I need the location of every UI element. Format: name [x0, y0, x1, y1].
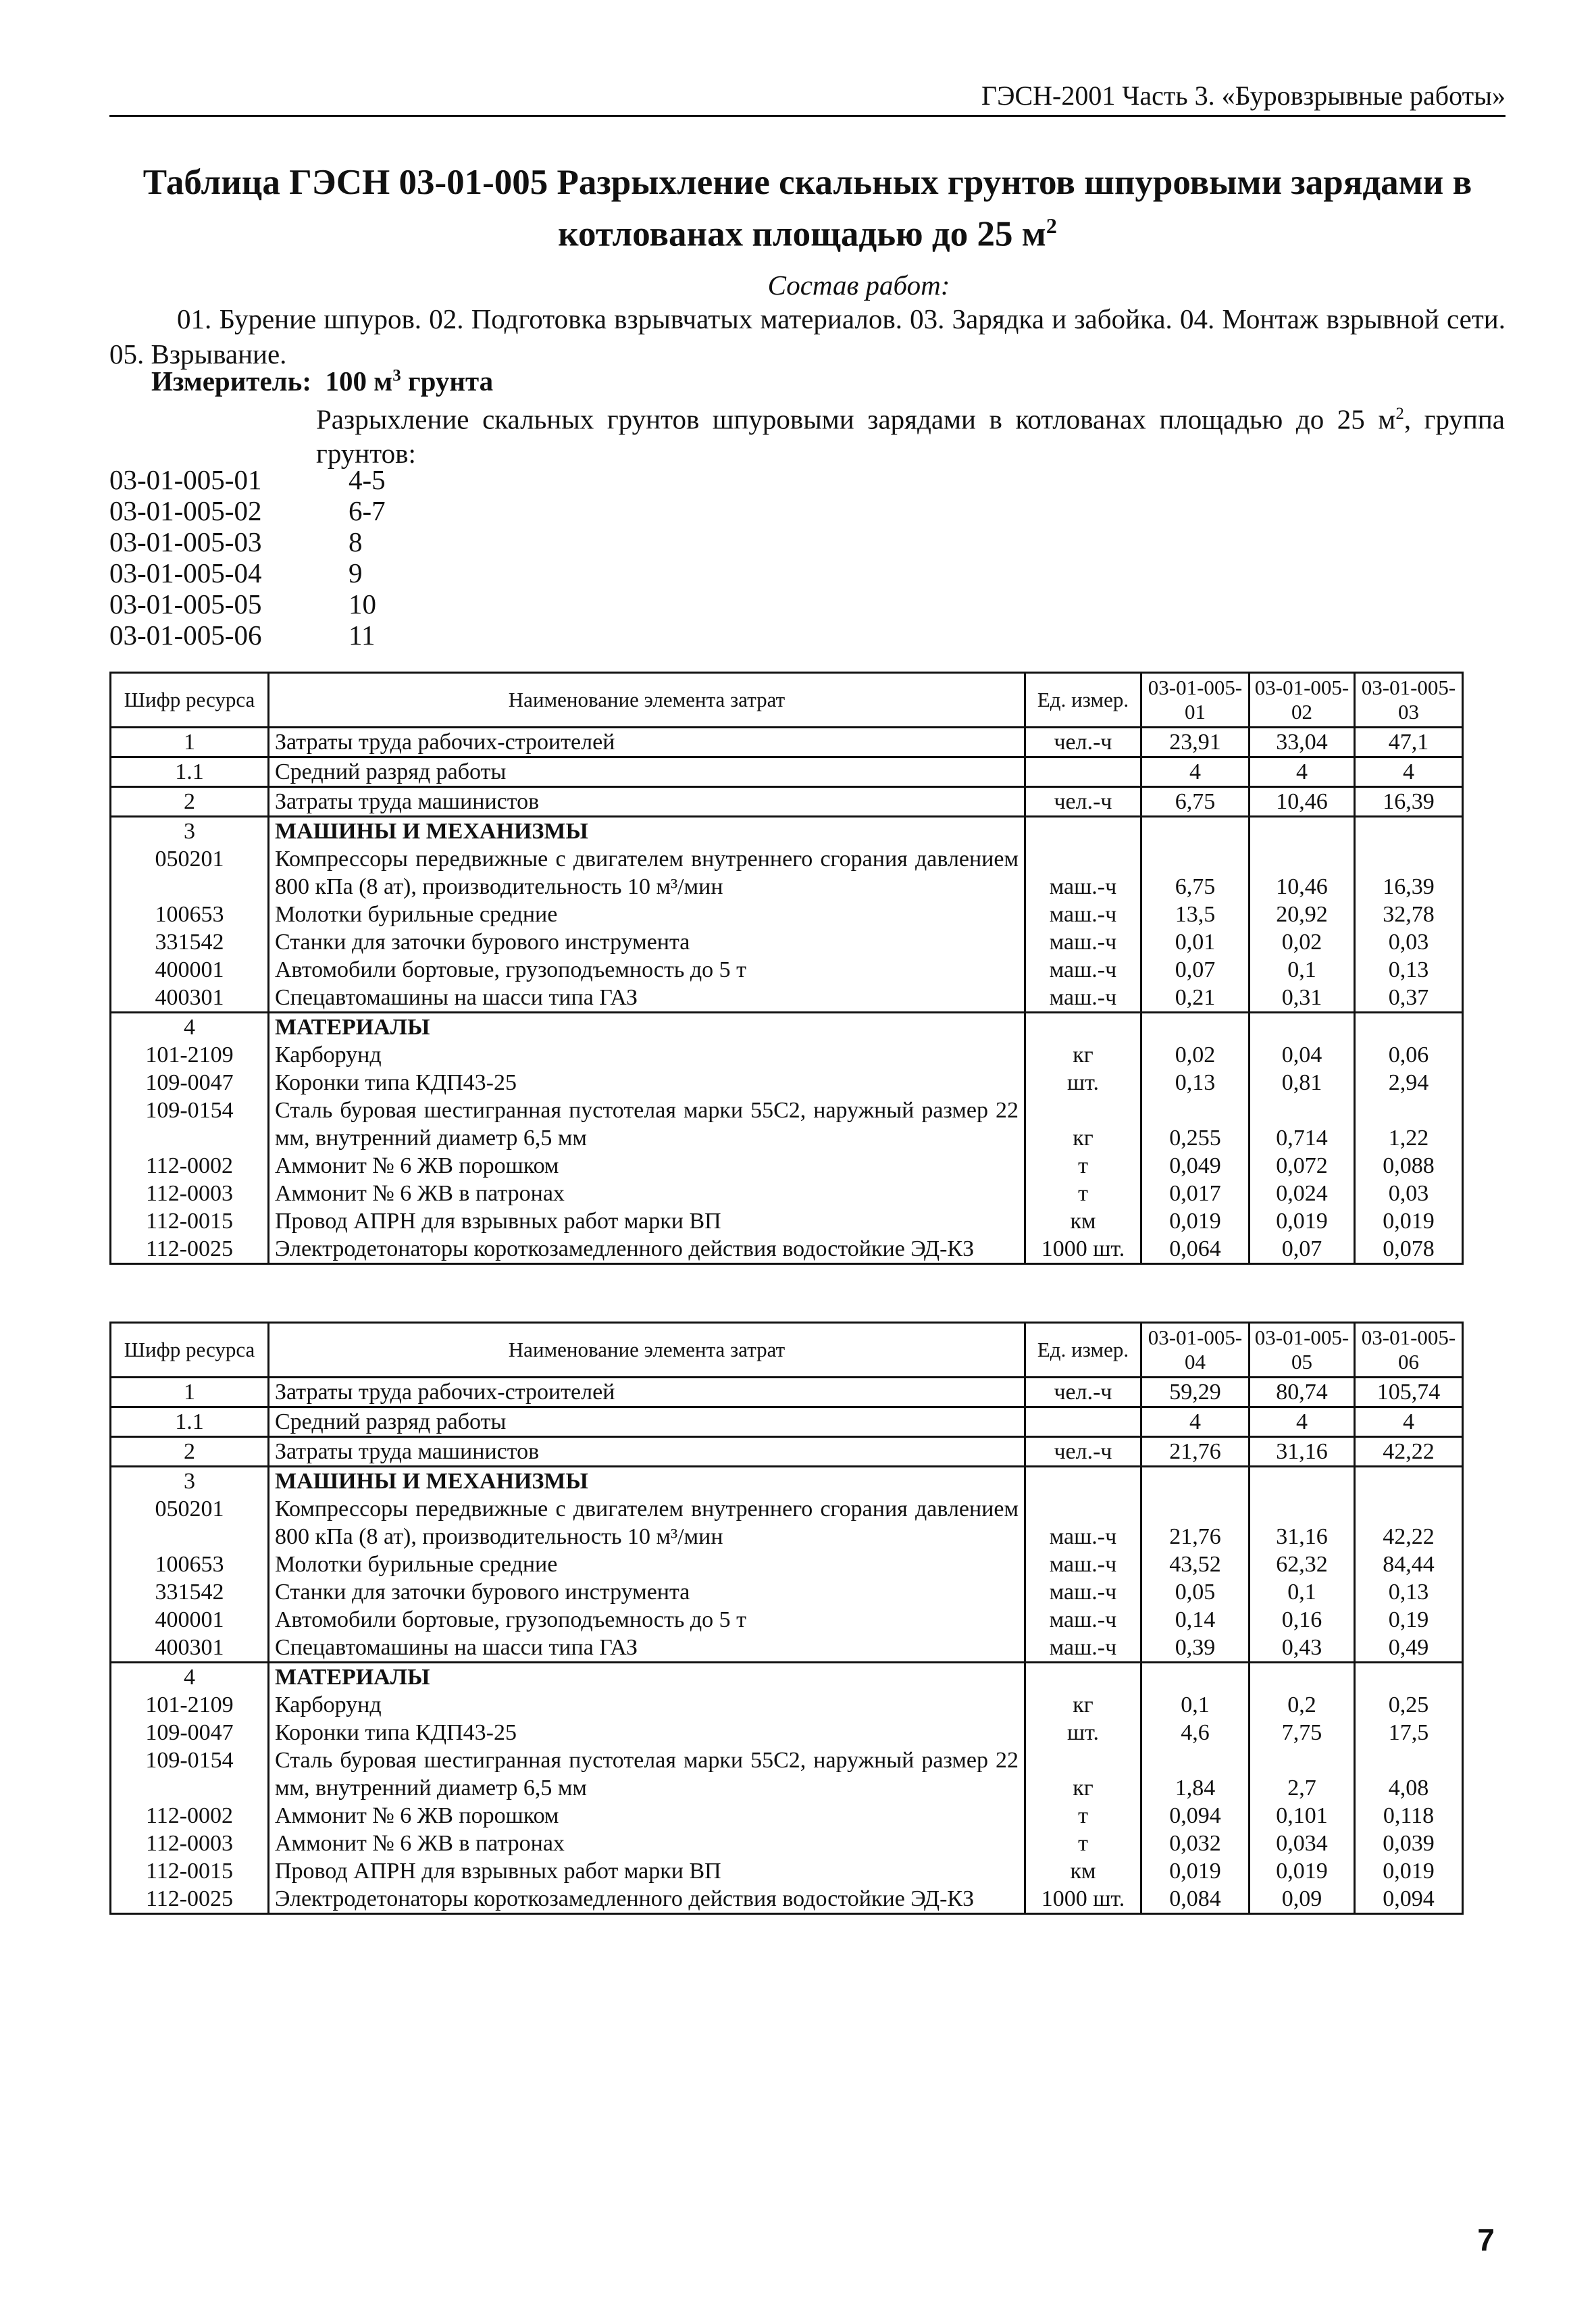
resource-name: Затраты труда рабочих-строителей: [269, 1378, 1025, 1407]
unit-cell: маш.-ч: [1025, 1495, 1141, 1551]
resource-code: 4: [111, 1013, 269, 1042]
value-cell: 0,1: [1250, 1578, 1355, 1606]
value-cell: 4,6: [1141, 1719, 1250, 1746]
value-cell: 84,44: [1355, 1551, 1463, 1578]
value-cell: 0,49: [1355, 1634, 1463, 1663]
resource-name: Спецавтомашины на шасси типа ГАЗ: [269, 984, 1025, 1013]
unit-cell: маш.-ч: [1025, 984, 1141, 1013]
value-cell: 4: [1141, 757, 1250, 787]
unit-cell: [1025, 757, 1141, 787]
resource-table-1: [109, 672, 1464, 1265]
running-header: ГЭСН-2001 Часть 3. «Буровзрывные работы»: [981, 80, 1505, 111]
norm-description-sup: 2: [1395, 405, 1404, 423]
resource-code: 3: [111, 1467, 269, 1496]
unit-cell: кг: [1025, 1097, 1141, 1152]
table-row: [111, 1495, 1463, 1551]
value-cell: 0,04: [1250, 1041, 1355, 1069]
section-row: [111, 817, 1463, 846]
norm-soil-group: 9: [349, 557, 363, 588]
norm-col-header: 03-01-005-04: [1141, 1323, 1250, 1378]
norm-soil-group: 6-7: [349, 495, 386, 526]
resource-code: 400001: [111, 1606, 269, 1634]
unit-cell: маш.-ч: [1025, 845, 1141, 901]
table-row: [111, 1719, 1463, 1746]
table-title-text: Таблица ГЭСН 03-01-005 Разрыхление скальных грунтов шпуровыми зарядами в котлованах площадью до 25 м: [143, 163, 1472, 254]
resource-name: МАТЕРИАЛЫ: [269, 1013, 1025, 1042]
value-cell: 16,39: [1355, 787, 1463, 817]
resource-code: 331542: [111, 928, 269, 956]
value-cell: 0,16: [1250, 1606, 1355, 1634]
table-row: [111, 1551, 1463, 1578]
header-rule: [109, 115, 1505, 117]
value-cell: [1250, 817, 1355, 846]
resource-code: 101-2109: [111, 1041, 269, 1069]
resource-name: Аммонит № 6 ЖВ порошком: [269, 1152, 1025, 1180]
unit-cell: [1025, 1013, 1141, 1042]
resource-name: Затраты труда рабочих-строителей: [269, 728, 1025, 757]
value-cell: 33,04: [1250, 728, 1355, 757]
value-cell: 17,5: [1355, 1719, 1463, 1746]
norm-col-header: 03-01-005-06: [1355, 1323, 1463, 1378]
norm-code: 03-01-005-03: [109, 526, 262, 557]
resource-code: 331542: [111, 1578, 269, 1606]
resource-code: 101-2109: [111, 1691, 269, 1719]
unit-cell: [1025, 1407, 1141, 1437]
value-cell: 47,1: [1355, 728, 1463, 757]
resource-code: 112-0025: [111, 1885, 269, 1914]
value-cell: 0,14: [1141, 1606, 1250, 1634]
table-row: [111, 1437, 1463, 1467]
value-cell: 0,01: [1141, 928, 1250, 956]
resource-code: 050201: [111, 845, 269, 901]
resource-name: Провод АПРН для взрывных работ марки ВП: [269, 1207, 1025, 1235]
value-cell: 62,32: [1250, 1551, 1355, 1578]
table-row: [111, 1235, 1463, 1264]
value-cell: 0,43: [1250, 1634, 1355, 1663]
table-row: [111, 1746, 1463, 1802]
unit-cell: [1025, 1663, 1141, 1692]
unit-cell: т: [1025, 1180, 1141, 1207]
table-row: [111, 728, 1463, 757]
unit-cell: т: [1025, 1802, 1141, 1830]
resource-code: 112-0003: [111, 1830, 269, 1857]
value-cell: 0,03: [1355, 928, 1463, 956]
norm-code: 03-01-005-04: [109, 557, 262, 588]
resource-code: 100653: [111, 1551, 269, 1578]
table-row: [111, 845, 1463, 901]
unit-cell: маш.-ч: [1025, 956, 1141, 984]
code-header: Шифр ресурса: [111, 673, 269, 728]
value-cell: 0,31: [1250, 984, 1355, 1013]
section-row: [111, 1013, 1463, 1042]
header-row: [111, 1323, 1463, 1378]
value-cell: 21,76: [1141, 1437, 1250, 1467]
value-cell: 0,2: [1250, 1691, 1355, 1719]
norm-col-header: 03-01-005-05: [1250, 1323, 1355, 1378]
resource-code: 2: [111, 787, 269, 817]
name-header: Наименование элемента затрат: [269, 1323, 1025, 1378]
resource-name: Затраты труда машинистов: [269, 1437, 1025, 1467]
value-cell: 0,072: [1250, 1152, 1355, 1180]
resource-name: МАШИНЫ И МЕХАНИЗМЫ: [269, 817, 1025, 846]
value-cell: 0,064: [1141, 1235, 1250, 1264]
table-row: [111, 1885, 1463, 1914]
value-cell: 16,39: [1355, 845, 1463, 901]
table-row: [111, 1691, 1463, 1719]
resource-code: 400001: [111, 956, 269, 984]
resource-name: Электродетонаторы короткозамедленного действия водостойкие ЭД-КЗ: [269, 1885, 1025, 1914]
value-cell: 43,52: [1141, 1551, 1250, 1578]
measurement-line: [151, 365, 493, 397]
section-row: [111, 1467, 1463, 1496]
value-cell: 0,039: [1355, 1830, 1463, 1857]
resource-name: Станки для заточки бурового инструмента: [269, 928, 1025, 956]
resource-code: 1.1: [111, 1407, 269, 1437]
norm-description-tail: , группа грунтов:: [316, 403, 1505, 469]
table-row: [111, 757, 1463, 787]
value-cell: 1,84: [1141, 1746, 1250, 1802]
resource-name: Средний разряд работы: [269, 1407, 1025, 1437]
table-row: [111, 928, 1463, 956]
value-cell: 0,118: [1355, 1802, 1463, 1830]
value-cell: 0,81: [1250, 1069, 1355, 1097]
value-cell: [1250, 1013, 1355, 1042]
value-cell: 0,049: [1141, 1152, 1250, 1180]
norm-col-header: 03-01-005-02: [1250, 673, 1355, 728]
value-cell: 0,25: [1355, 1691, 1463, 1719]
resource-name: Электродетонаторы короткозамедленного действия водостойкие ЭД-КЗ: [269, 1235, 1025, 1264]
resource-name: Коронки типа КДП43-25: [269, 1719, 1025, 1746]
value-cell: 0,714: [1250, 1097, 1355, 1152]
table-row: [111, 984, 1463, 1013]
value-cell: 0,019: [1355, 1857, 1463, 1885]
table-row: [111, 1378, 1463, 1407]
resource-name: Сталь буровая шестигранная пустотелая марки 55С2, наружный размер 22 мм, внутренний диаметр 6,5 мм: [269, 1746, 1025, 1802]
resource-name: Карборунд: [269, 1041, 1025, 1069]
value-cell: 59,29: [1141, 1378, 1250, 1407]
value-cell: 0,019: [1250, 1207, 1355, 1235]
resource-name: Коронки типа КДП43-25: [269, 1069, 1025, 1097]
resource-code: 400301: [111, 1634, 269, 1663]
value-cell: 105,74: [1355, 1378, 1463, 1407]
table-row: [111, 1857, 1463, 1885]
value-cell: [1250, 1467, 1355, 1496]
table-row: [111, 1606, 1463, 1634]
resource-name: Молотки бурильные средние: [269, 1551, 1025, 1578]
value-cell: 0,13: [1355, 1578, 1463, 1606]
unit-cell: шт.: [1025, 1719, 1141, 1746]
resource-code: 400301: [111, 984, 269, 1013]
value-cell: 0,07: [1250, 1235, 1355, 1264]
norm-description: [316, 397, 1505, 470]
value-cell: 4: [1250, 1407, 1355, 1437]
resource-name: Карборунд: [269, 1691, 1025, 1719]
value-cell: 2,94: [1355, 1069, 1463, 1097]
value-cell: 6,75: [1141, 845, 1250, 901]
norm-code: 03-01-005-01: [109, 464, 262, 495]
value-cell: 80,74: [1250, 1378, 1355, 1407]
value-cell: 0,02: [1141, 1041, 1250, 1069]
unit-cell: маш.-ч: [1025, 901, 1141, 928]
norm-col-header: 03-01-005-03: [1355, 673, 1463, 728]
table-row: [111, 1578, 1463, 1606]
value-cell: 0,094: [1141, 1802, 1250, 1830]
value-cell: 0,032: [1141, 1830, 1250, 1857]
resource-code: 109-0047: [111, 1719, 269, 1746]
value-cell: 31,16: [1250, 1437, 1355, 1467]
unit-cell: [1025, 1467, 1141, 1496]
value-cell: 0,06: [1355, 1041, 1463, 1069]
value-cell: 0,088: [1355, 1152, 1463, 1180]
header-row: [111, 673, 1463, 728]
value-cell: 4: [1355, 1407, 1463, 1437]
table-row: [111, 1152, 1463, 1180]
resource-name: МАШИНЫ И МЕХАНИЗМЫ: [269, 1467, 1025, 1496]
unit-cell: т: [1025, 1152, 1141, 1180]
table-row: [111, 1830, 1463, 1857]
unit-cell: чел.-ч: [1025, 728, 1141, 757]
code-header: Шифр ресурса: [111, 1323, 269, 1378]
value-cell: 0,255: [1141, 1097, 1250, 1152]
table-row: [111, 787, 1463, 817]
resource-code: 109-0154: [111, 1746, 269, 1802]
value-cell: 4,08: [1355, 1746, 1463, 1802]
value-cell: 4: [1141, 1407, 1250, 1437]
norm-soil-group: 8: [349, 526, 363, 557]
resource-code: 109-0154: [111, 1097, 269, 1152]
measurement-value: 100 м: [325, 366, 393, 397]
value-cell: 4: [1355, 757, 1463, 787]
unit-cell: кг: [1025, 1691, 1141, 1719]
measurement-unit: грунта: [401, 366, 494, 397]
resource-name: Спецавтомашины на шасси типа ГАЗ: [269, 1634, 1025, 1663]
resource-name: Автомобили бортовые, грузоподъемность до 5 т: [269, 1606, 1025, 1634]
value-cell: 0,13: [1141, 1069, 1250, 1097]
value-cell: 0,094: [1355, 1885, 1463, 1914]
resource-code: 2: [111, 1437, 269, 1467]
resource-name: Компрессоры передвижные с двигателем внутреннего сгорания давлением 800 кПа (8 ат), производительность 10 м³/мин: [269, 845, 1025, 901]
table-row: [111, 956, 1463, 984]
table-title: [109, 161, 1505, 256]
resource-name: Аммонит № 6 ЖВ в патронах: [269, 1830, 1025, 1857]
resource-name: Аммонит № 6 ЖВ в патронах: [269, 1180, 1025, 1207]
unit-header: Ед. измер.: [1025, 673, 1141, 728]
value-cell: 0,078: [1355, 1235, 1463, 1264]
value-cell: [1141, 817, 1250, 846]
value-cell: 31,16: [1250, 1495, 1355, 1551]
value-cell: 42,22: [1355, 1437, 1463, 1467]
table-row: [111, 1407, 1463, 1437]
resource-code: 050201: [111, 1495, 269, 1551]
unit-cell: чел.-ч: [1025, 787, 1141, 817]
value-cell: [1250, 1663, 1355, 1692]
unit-cell: чел.-ч: [1025, 1378, 1141, 1407]
unit-cell: шт.: [1025, 1069, 1141, 1097]
value-cell: 1,22: [1355, 1097, 1463, 1152]
value-cell: [1355, 1663, 1463, 1692]
value-cell: 0,1: [1141, 1691, 1250, 1719]
title-superscript: 2: [1046, 213, 1057, 238]
resource-name: МАТЕРИАЛЫ: [269, 1663, 1025, 1692]
unit-cell: кг: [1025, 1041, 1141, 1069]
unit-cell: кг: [1025, 1746, 1141, 1802]
value-cell: 2,7: [1250, 1746, 1355, 1802]
value-cell: 0,07: [1141, 956, 1250, 984]
page-number: 7: [1477, 2222, 1495, 2257]
value-cell: 0,017: [1141, 1180, 1250, 1207]
resource-name: Затраты труда машинистов: [269, 787, 1025, 817]
value-cell: 0,034: [1250, 1830, 1355, 1857]
resource-code: 100653: [111, 901, 269, 928]
value-cell: 0,019: [1355, 1207, 1463, 1235]
norm-description-text: Разрыхление скальных грунтов шпуровыми зарядами в котлованах площадью до 25 м: [316, 403, 1396, 435]
table-row: [111, 1207, 1463, 1235]
value-cell: [1355, 817, 1463, 846]
resource-code: 3: [111, 817, 269, 846]
unit-cell: т: [1025, 1830, 1141, 1857]
unit-cell: маш.-ч: [1025, 1551, 1141, 1578]
value-cell: [1141, 1013, 1250, 1042]
value-cell: 0,019: [1250, 1857, 1355, 1885]
resource-code: 112-0025: [111, 1235, 269, 1264]
value-cell: [1141, 1467, 1250, 1496]
value-cell: 0,13: [1355, 956, 1463, 984]
resource-name: Станки для заточки бурового инструмента: [269, 1578, 1025, 1606]
measurement-sup: 3: [392, 366, 401, 385]
unit-cell: км: [1025, 1857, 1141, 1885]
measurement-label: Измеритель:: [151, 366, 312, 397]
resource-code: 112-0015: [111, 1857, 269, 1885]
value-cell: 7,75: [1250, 1719, 1355, 1746]
unit-cell: 1000 шт.: [1025, 1235, 1141, 1264]
resource-name: Аммонит № 6 ЖВ порошком: [269, 1802, 1025, 1830]
norm-soil-group: 4-5: [349, 464, 386, 495]
unit-cell: маш.-ч: [1025, 1634, 1141, 1663]
unit-header: Ед. измер.: [1025, 1323, 1141, 1378]
value-cell: 20,92: [1250, 901, 1355, 928]
norm-col-header: 03-01-005-01: [1141, 673, 1250, 728]
unit-cell: чел.-ч: [1025, 1437, 1141, 1467]
value-cell: 6,75: [1141, 787, 1250, 817]
resource-name: Автомобили бортовые, грузоподъемность до 5 т: [269, 956, 1025, 984]
norm-code: 03-01-005-05: [109, 588, 262, 620]
value-cell: 32,78: [1355, 901, 1463, 928]
resource-code: 109-0047: [111, 1069, 269, 1097]
name-header: Наименование элемента затрат: [269, 673, 1025, 728]
resource-code: 4: [111, 1663, 269, 1692]
resource-code: 1.1: [111, 757, 269, 787]
value-cell: 0,1: [1250, 956, 1355, 984]
value-cell: 0,21: [1141, 984, 1250, 1013]
value-cell: 0,019: [1141, 1857, 1250, 1885]
resource-name: Средний разряд работы: [269, 757, 1025, 787]
resource-code: 112-0003: [111, 1180, 269, 1207]
norm-soil-group: 10: [349, 588, 376, 620]
value-cell: 0,19: [1355, 1606, 1463, 1634]
unit-cell: маш.-ч: [1025, 1606, 1141, 1634]
composition-label: Состав работ:: [767, 270, 950, 301]
resource-code: 112-0002: [111, 1802, 269, 1830]
value-cell: 0,09: [1250, 1885, 1355, 1914]
value-cell: 0,024: [1250, 1180, 1355, 1207]
resource-table-2: [109, 1322, 1464, 1915]
resource-code: 112-0015: [111, 1207, 269, 1235]
value-cell: 23,91: [1141, 728, 1250, 757]
value-cell: 42,22: [1355, 1495, 1463, 1551]
value-cell: [1355, 1013, 1463, 1042]
value-cell: 0,37: [1355, 984, 1463, 1013]
unit-cell: 1000 шт.: [1025, 1885, 1141, 1914]
norm-soil-group: 11: [349, 620, 376, 651]
table-row: [111, 1097, 1463, 1152]
resource-code: 1: [111, 728, 269, 757]
value-cell: [1141, 1663, 1250, 1692]
value-cell: 21,76: [1141, 1495, 1250, 1551]
table-row: [111, 1802, 1463, 1830]
norm-code: 03-01-005-02: [109, 495, 262, 526]
unit-cell: маш.-ч: [1025, 1578, 1141, 1606]
resource-name: Компрессоры передвижные с двигателем внутреннего сгорания давлением 800 кПа (8 ат), производительность 10 м³/мин: [269, 1495, 1025, 1551]
resource-name: Молотки бурильные средние: [269, 901, 1025, 928]
value-cell: 0,05: [1141, 1578, 1250, 1606]
value-cell: 4: [1250, 757, 1355, 787]
table-row: [111, 1634, 1463, 1663]
value-cell: 0,39: [1141, 1634, 1250, 1663]
norm-code: 03-01-005-06: [109, 620, 262, 651]
table-row: [111, 1041, 1463, 1069]
table-row: [111, 1069, 1463, 1097]
value-cell: [1355, 1467, 1463, 1496]
value-cell: 0,101: [1250, 1802, 1355, 1830]
composition-text: 01. Бурение шпуров. 02. Подготовка взрывчатых материалов. 03. Зарядка и забойка. 04. Монтаж взрывной сети. 05. Взрывание.: [109, 303, 1505, 370]
table-row: [111, 901, 1463, 928]
table-row: [111, 1180, 1463, 1207]
value-cell: 10,46: [1250, 787, 1355, 817]
unit-cell: км: [1025, 1207, 1141, 1235]
resource-code: 112-0002: [111, 1152, 269, 1180]
resource-name: Провод АПРН для взрывных работ марки ВП: [269, 1857, 1025, 1885]
resource-code: 1: [111, 1378, 269, 1407]
resource-name: Сталь буровая шестигранная пустотелая марки 55С2, наружный размер 22 мм, внутренний диаметр 6,5 мм: [269, 1097, 1025, 1152]
value-cell: 13,5: [1141, 901, 1250, 928]
value-cell: 10,46: [1250, 845, 1355, 901]
unit-cell: [1025, 817, 1141, 846]
value-cell: 0,019: [1141, 1207, 1250, 1235]
value-cell: 0,02: [1250, 928, 1355, 956]
value-cell: 0,03: [1355, 1180, 1463, 1207]
value-cell: 0,084: [1141, 1885, 1250, 1914]
unit-cell: маш.-ч: [1025, 928, 1141, 956]
section-row: [111, 1663, 1463, 1692]
